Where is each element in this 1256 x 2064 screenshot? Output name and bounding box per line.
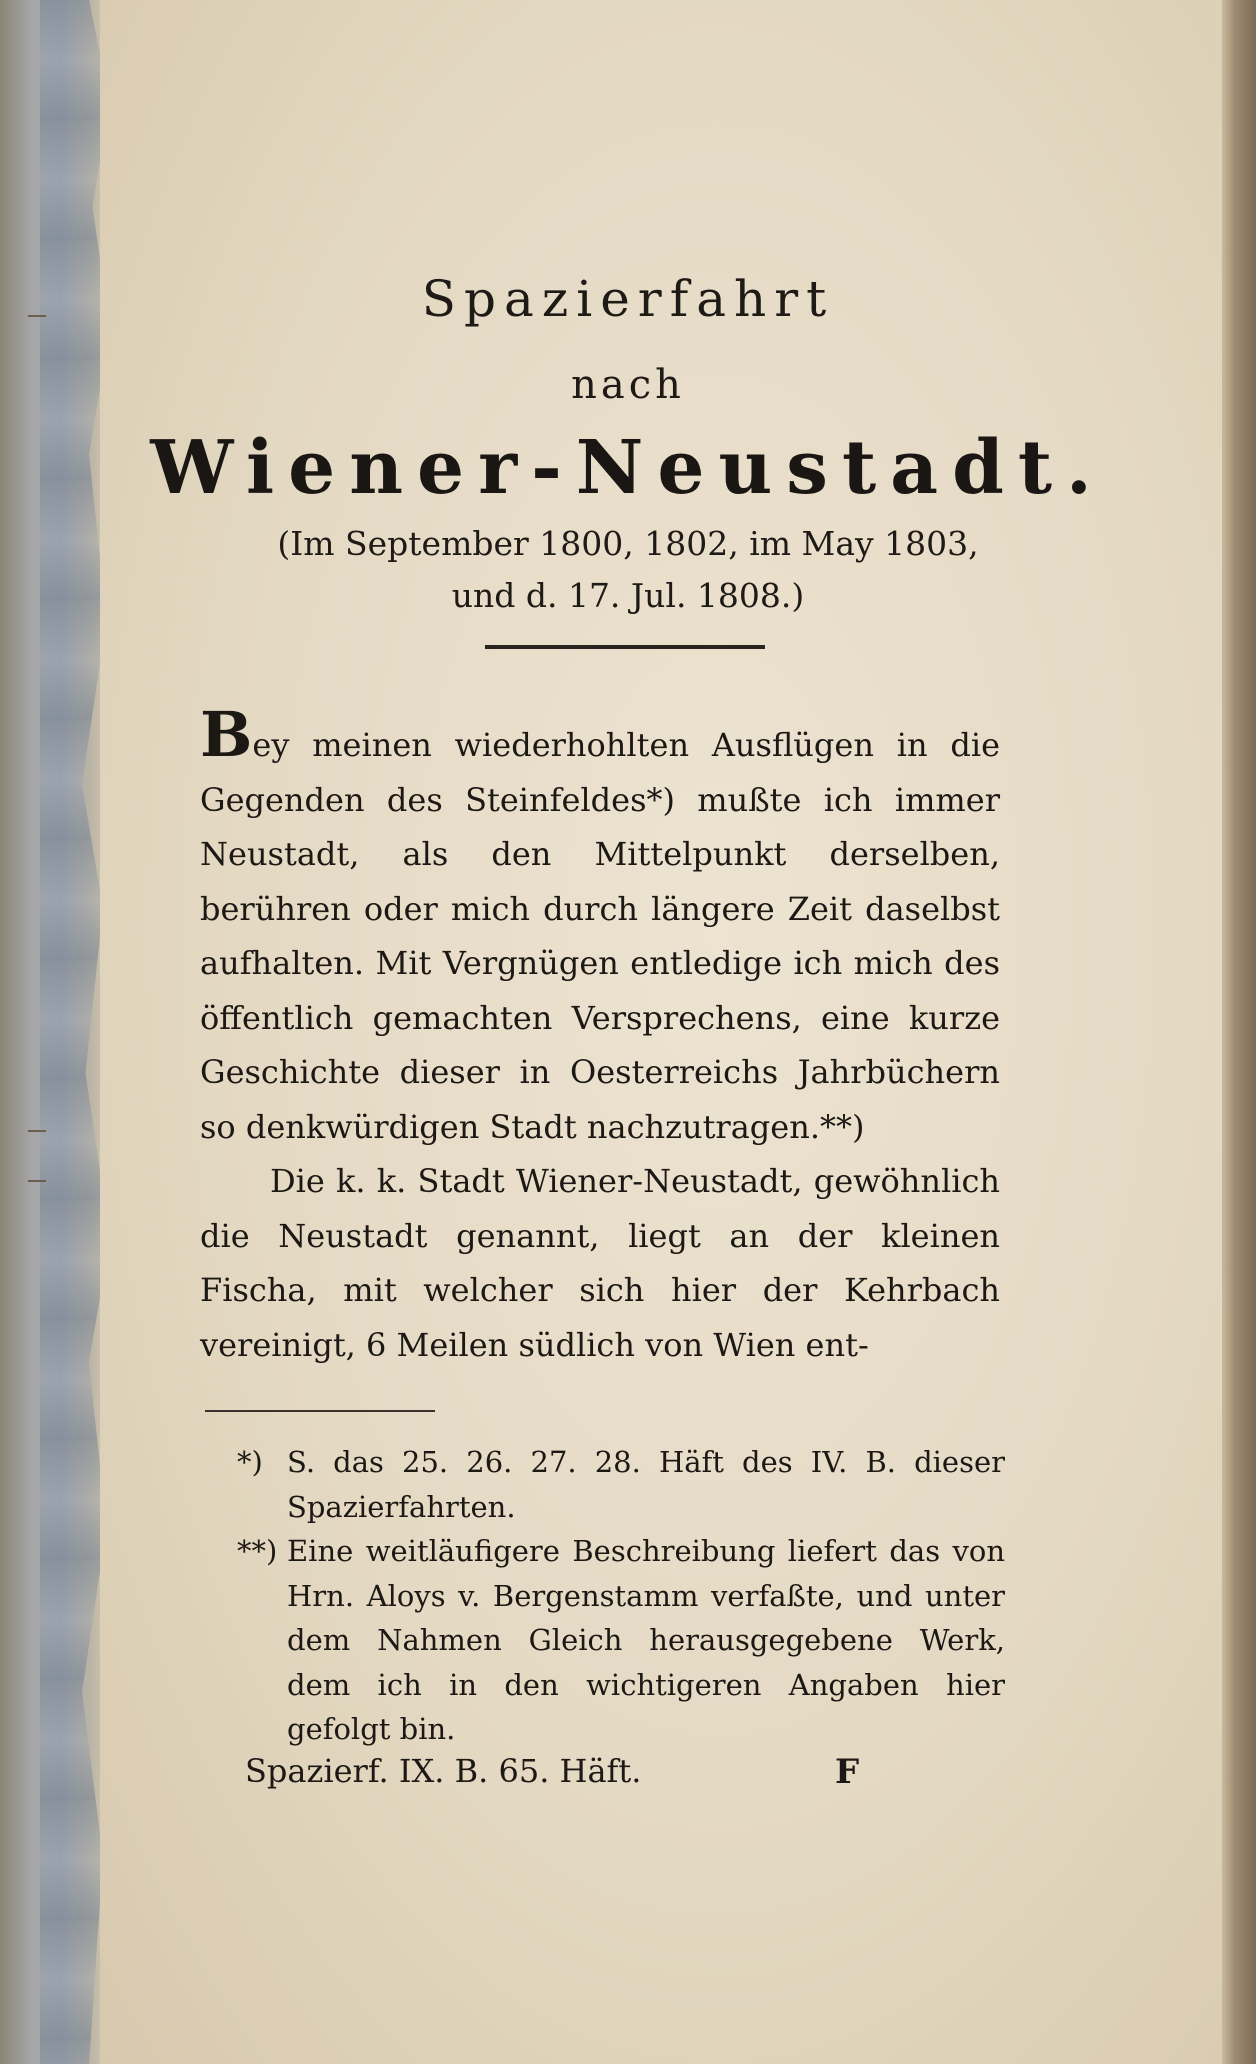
subtitle-line-2: und d. 17. Jul. 1808.) [451,576,805,615]
footnote-divider [205,1410,435,1412]
footnotes [205,1440,1005,1752]
signature-letter: F [835,1752,860,1792]
footnote-mark: **) [237,1534,278,1568]
footnote-mark: *) [237,1445,263,1479]
footnote-2 [205,1529,1005,1752]
title-divider [485,645,765,649]
chapter-title-nach: nach [571,362,685,408]
footnote-1 [205,1440,1005,1529]
footnote-text: Eine weitläufigere Beschreibung liefert das von Hrn. Aloys v. Bergenstamm verfaßte, und unter dem Nahmen Gleich herausgegebene Werk, dem ich in den wichtigeren Angaben hier gefolgt bin. [287,1534,1005,1746]
paragraph-1 [200,698,1000,1154]
paragraph-2: Die k. k. Stadt Wiener-Neustadt, gewöhnlich die Neustadt genannt, liegt an der kleinen Fischa, mit welcher sich hier der Kehrbach vereinigt, 6 Meilen südlich von Wien ent- [200,1162,1000,1364]
drop-cap: B [200,698,253,771]
printer-signature: Spazierf. IX. B. 65. Häft. [245,1752,642,1790]
footnote-text: S. das 25. 26. 27. 28. Häft des IV. B. dieser Spazierfahrten. [287,1445,1005,1524]
subtitle-line-1: (Im September 1800, 1802, im May 1803, [277,524,979,563]
chapter-title-place: Wiener-Neustadt. [150,425,1106,511]
chapter-title: Spazierfahrt [421,270,835,328]
binding-stitch [28,1130,46,1132]
body-text [200,698,1000,1372]
paragraph-1-text: ey meinen wiederhohlten Ausflügen in die Gegenden des Steinfeldes*) mußte ich immer Neustadt, als den Mittelpunkt derselben, berühren oder mich durch längere Zeit daselbst aufhalten. Mit Vergnügen entledige ich mich des öffentlich gemachten Versprechens, eine kurze Geschichte dieser in Oesterreichs Jahrbüchern so denkwürdigen Stadt nachzutragen.**) [200,726,1000,1146]
chapter-subtitle [0,518,1256,622]
binding-stitch [28,1180,46,1182]
